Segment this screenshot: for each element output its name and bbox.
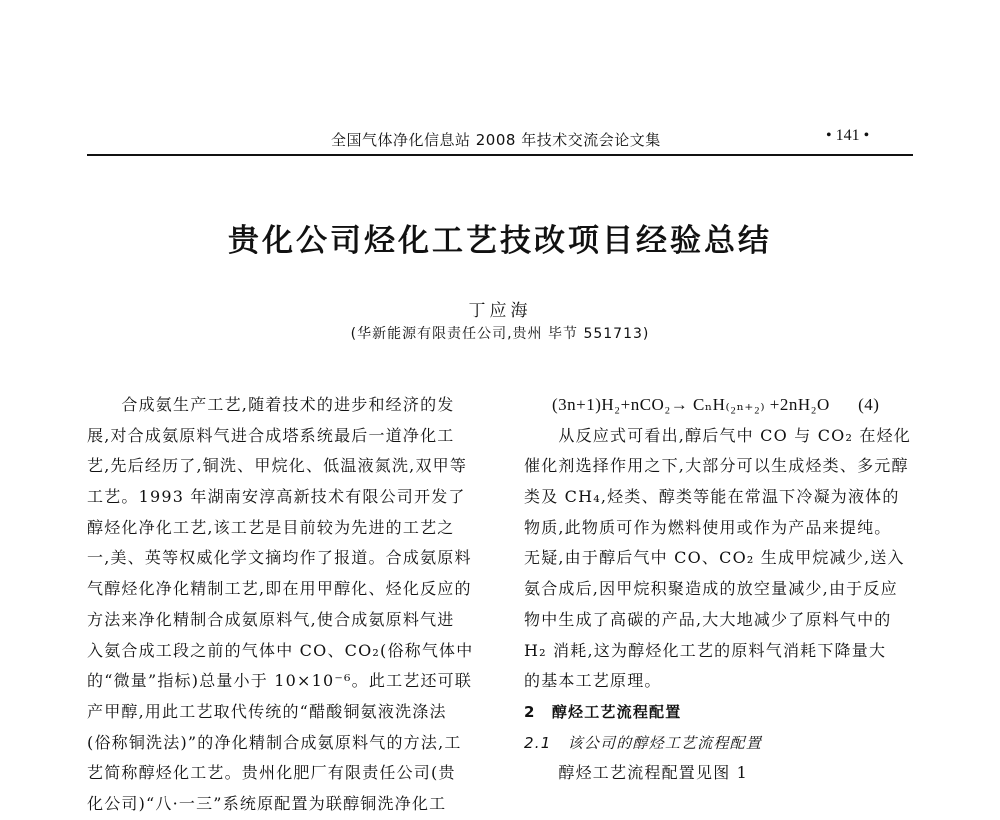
subsection-heading: 2.1 该公司的醇烃工艺流程配置 [524,733,763,752]
body-line: 方法来净化精制合成氨原料气,使合成氨原料气进 [87,609,455,629]
equation-number: (4) [858,395,880,414]
body-line: H₂ 消耗,这为醇烃化工艺的原料气消耗下降量大 [524,640,887,660]
body-line: 产甲醇,用此工艺取代传统的“醋酸铜氨液洗涤法 [87,701,447,721]
equation-line [524,390,919,421]
body-line: 一,美、英等权威化学文摘均作了报道。合成氨原料 [87,548,472,568]
body-line: 工艺。1993 年湖南安淳高新技术有限公司开发了 [87,487,466,507]
body-line: 的基本工艺原理。 [524,671,662,691]
body-line: (俗称铜洗法)”的净化精制合成氨原料气的方法,工 [87,732,462,752]
body-line: 合成氨生产工艺,随着技术的进步和经济的发 [87,395,455,414]
body-line: 的“微量”指标)总量小于 10×10⁻⁶。此工艺还可联 [87,671,473,691]
left-column [87,390,482,820]
body-line: 展,对合成氨原料气进合成塔系统最后一道净化工 [87,425,455,445]
author-name: 丁应海 [468,301,532,321]
body-line: 艺简称醇烃化工艺。贵州化肥厂有限责任公司(贵 [87,763,456,783]
running-header [0,126,1000,150]
body-line: 入氨合成工段之前的气体中 CO、CO₂(俗称气体中 [87,640,474,660]
author-affiliation: (华新能源有限责任公司,贵州 毕节 551713) [350,326,650,342]
section-heading: 2 醇烃工艺流程配置 [524,702,682,721]
body-line: 醇烃工艺流程配置见图 1 [524,763,749,783]
equation: (3n+1)H₂+nCO₂→ CₙH₍₂ₙ₊₂₎ +2nH₂O [552,395,830,414]
body-line: 从反应式可看出,醇后气中 CO 与 CO₂ 在烃化 [524,425,911,445]
body-line: 醇烃化净化工艺,该工艺是目前较为先进的工艺之 [87,517,455,537]
body-line: 气醇烃化净化精制工艺,即在用甲醇化、烃化反应的 [87,579,472,599]
article-title: 贵化公司烃化工艺技改项目经验总结 [228,223,772,259]
header-rule [87,154,913,156]
body-line: 物质,此物质可作为燃料使用或作为产品来提纯。 [524,517,892,537]
body-line: 类及 CH₄,烃类、醇类等能在常温下冷凝为液体的 [524,487,900,507]
right-column [524,390,919,789]
body-line: 艺,先后经历了,铜洗、甲烷化、低温液氮洗,双甲等 [87,456,468,476]
running-title: 全国气体净化信息站 2008 年技术交流会论文集 [331,131,661,149]
body-line: 化公司)“八·一三”系统原配置为联醇铜洗净化工 [87,793,447,813]
page-number: • 141 • [826,127,870,144]
body-line: 物中生成了高碳的产品,大大地减少了原料气中的 [524,609,892,629]
body-line: 催化剂选择作用之下,大部分可以生成烃类、多元醇 [524,456,909,476]
body-line: 无疑,由于醇后气中 CO、CO₂ 生成甲烷减少,送入 [524,548,905,568]
body-line: 氨合成后,因甲烷积聚造成的放空量减少,由于反应 [524,579,898,599]
